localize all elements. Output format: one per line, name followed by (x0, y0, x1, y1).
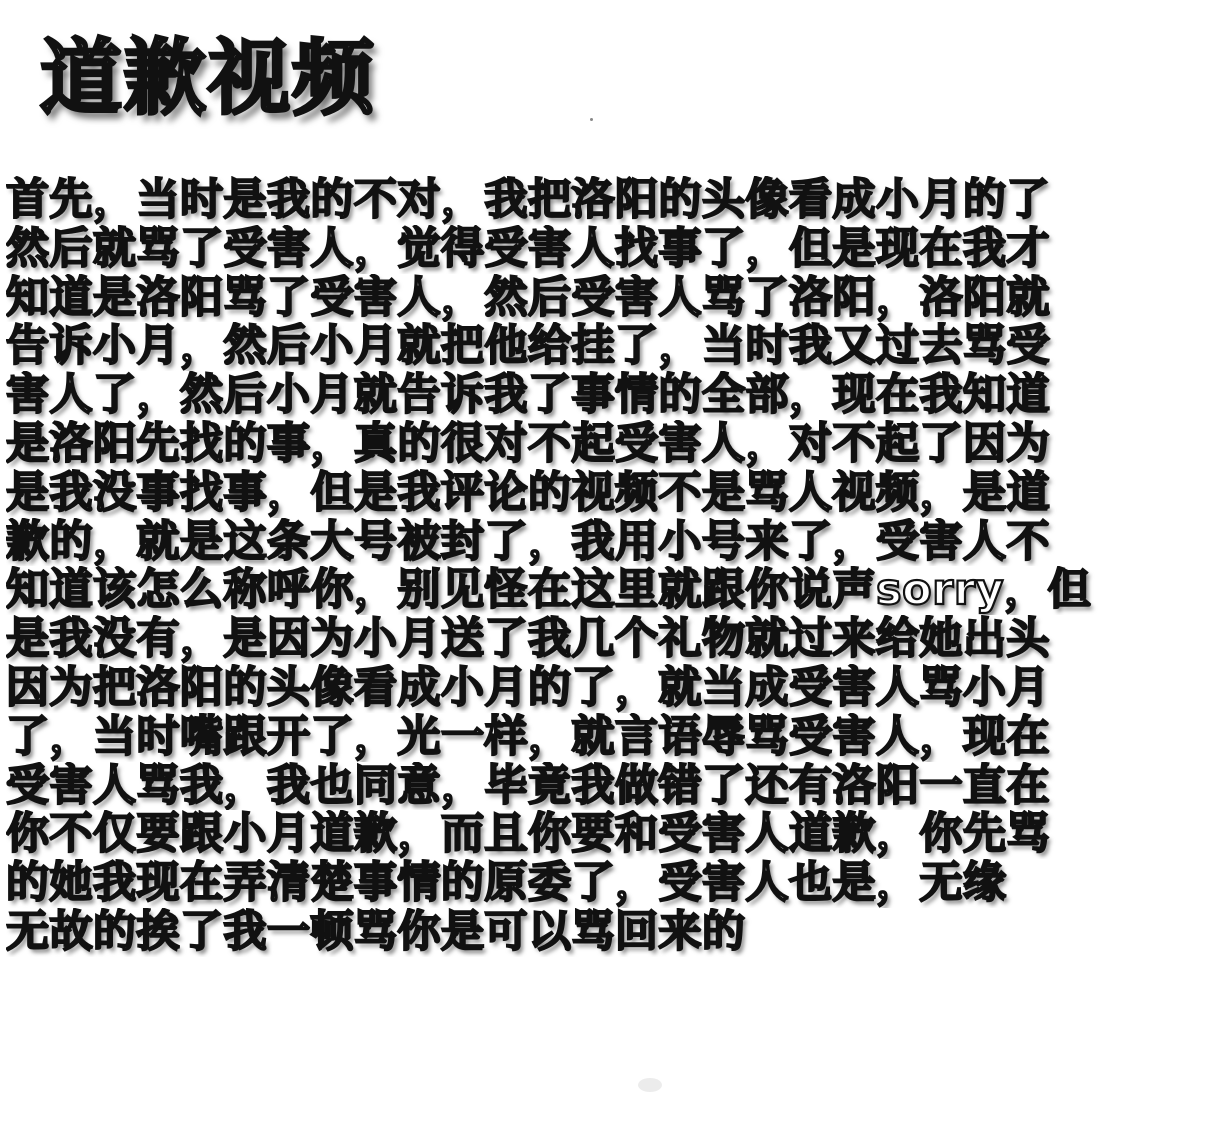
text-line: 然后就骂了受害人，觉得受害人找事了，但是现在我才 (6, 224, 1050, 274)
text-line: 受害人骂我，我也同意，毕竟我做错了还有洛阳一直在 (6, 761, 1050, 811)
text-line: 无故的挨了我一顿骂你是可以骂回来的 (6, 907, 746, 957)
text-line: 知道该怎么称呼你，别见怪在这里就跟你说声sorry，但 (6, 566, 1092, 616)
text-line: 害人了，然后小月就告诉我了事情的全部，现在我知道 (6, 371, 1050, 420)
stray-dot (590, 118, 593, 121)
text-line: 歉的，就是这条大号被封了，我用小号来了，受害人不 (6, 517, 1050, 567)
apology-text-block (6, 176, 1218, 957)
text-line: 是我没有，是因为小月送了我几个礼物就过来给她出头 (6, 615, 1050, 664)
text-line: 首先，当时是我的不对，我把洛阳的头像看成小月的了 (6, 176, 1050, 225)
text-line: 你不仅要跟小月道歉，而且你要和受害人道歉，你先骂 (6, 810, 1050, 860)
text-line: 是我没事找事，但是我评论的视频不是骂人视频，是道 (6, 468, 1050, 518)
text-line: 因为把洛阳的头像看成小月的了，就当成受害人骂小月 (6, 663, 1050, 713)
page-title: 道歉视频 (40, 31, 377, 126)
text-line: 知道是洛阳骂了受害人，然后受害人骂了洛阳，洛阳就 (6, 273, 1050, 323)
smudge-mark (638, 1078, 662, 1092)
text-line: 是洛阳先找的事，真的很对不起受害人，对不起了因为 (6, 419, 1050, 469)
text-line: 了，当时嘴跟开了，光一样，就言语辱骂受害人，现在 (6, 712, 1050, 762)
text-line: 告诉小月，然后小月就把他给挂了，当时我又过去骂受 (6, 322, 1050, 372)
text-line: 的她我现在弄清楚事情的原委了，受害人也是，无缘 (6, 859, 1007, 908)
